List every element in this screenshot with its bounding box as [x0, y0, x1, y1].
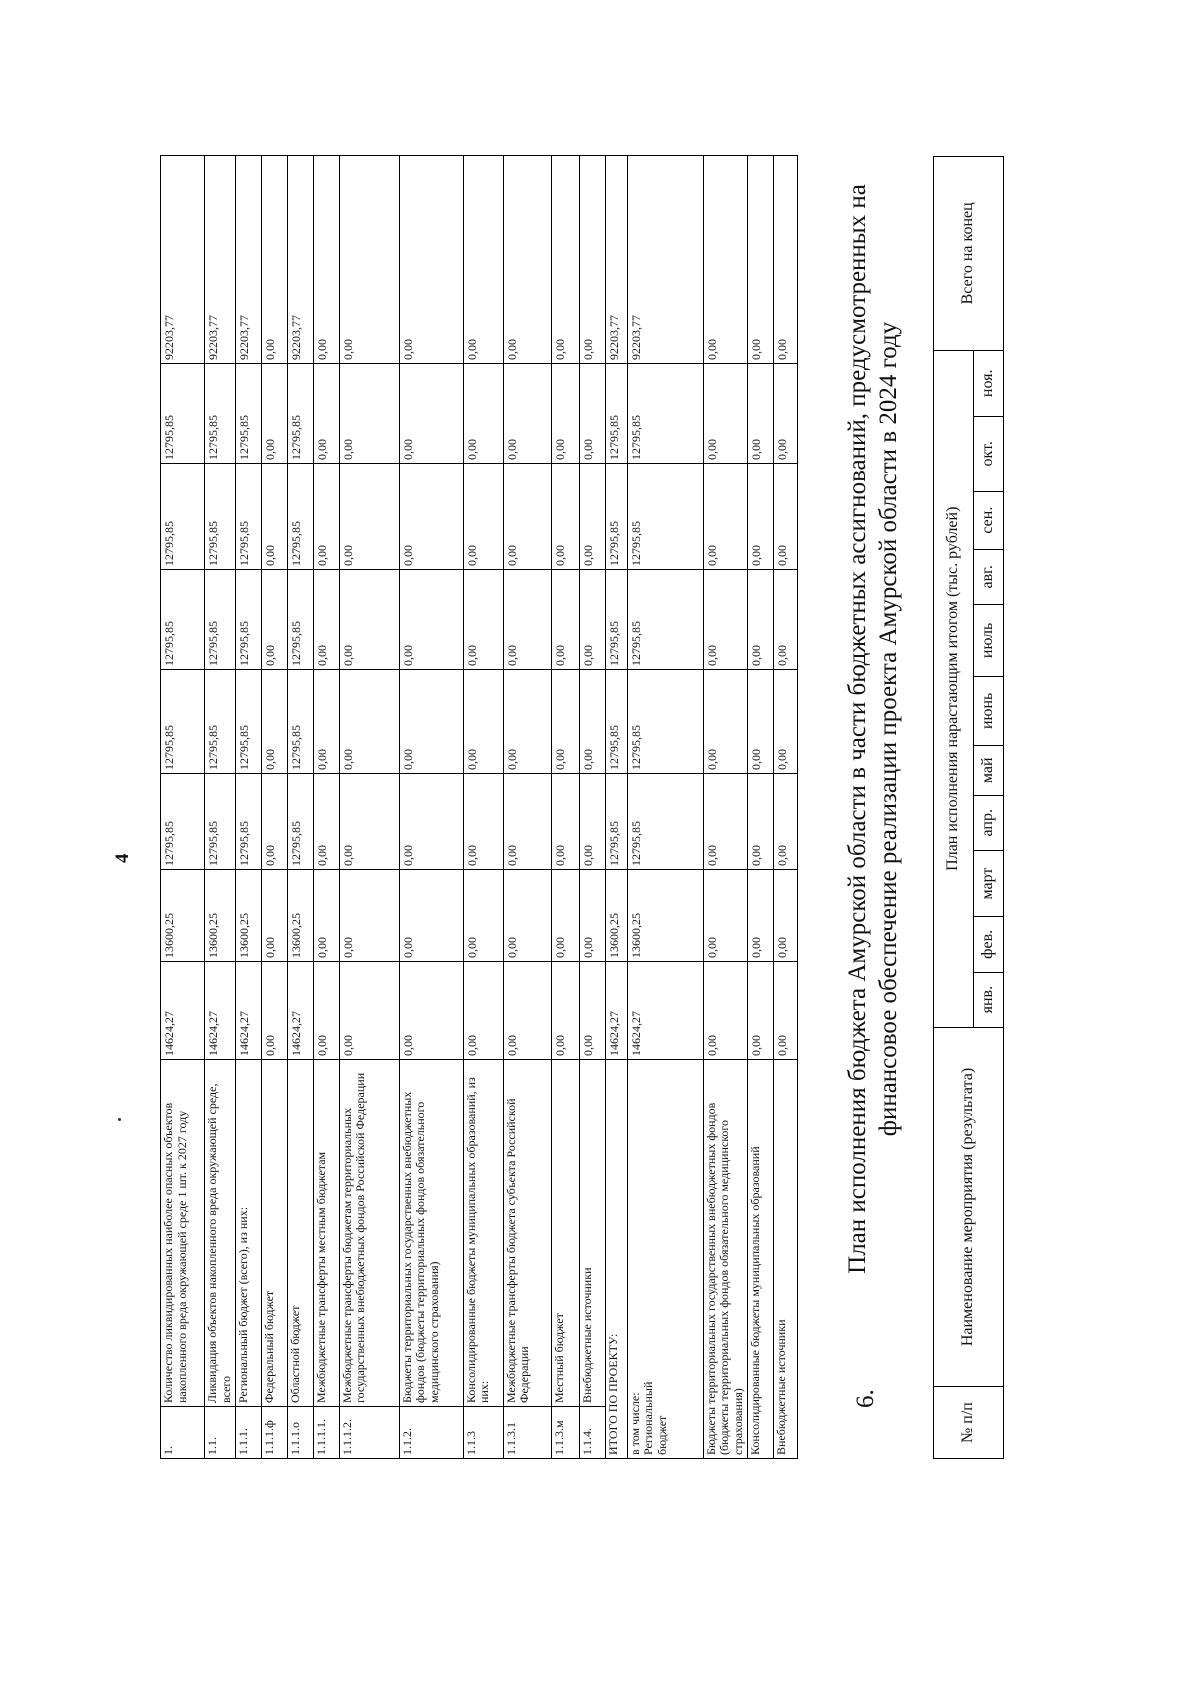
- row-value: 12795,85: [161, 774, 205, 870]
- row-code: 1.1.1.: [235, 1407, 261, 1459]
- month-header: ноя.: [974, 350, 1004, 416]
- row-value: 12795,85: [235, 570, 261, 670]
- row-value: 0,00: [463, 364, 503, 464]
- row-value: 0,00: [339, 670, 399, 774]
- row-value: 92203,77: [235, 156, 261, 364]
- row-value: 0,00: [399, 364, 463, 464]
- month-header: авг.: [974, 549, 1004, 604]
- row-code: 1.1.2.: [399, 1407, 463, 1459]
- row-value: 12795,85: [205, 670, 236, 774]
- plan-table: [933, 156, 1004, 1459]
- row-value: 12795,85: [205, 464, 236, 570]
- row-value: 0,00: [579, 570, 605, 670]
- row-label: Региональный бюджет (всего), из них:: [235, 1060, 261, 1407]
- row-label: Областной бюджет: [287, 1060, 313, 1407]
- row-value: 12795,85: [287, 774, 313, 870]
- row-value: 0,00: [773, 870, 797, 962]
- incl-value: 13600,25: [627, 870, 703, 962]
- row-value: 0,00: [261, 774, 287, 870]
- total-value: 12795,85: [605, 464, 627, 570]
- row-label: Местный бюджет: [551, 1060, 579, 1407]
- row-value: 0,00: [339, 962, 399, 1060]
- row-value: 0,00: [703, 870, 747, 962]
- row-value: 0,00: [773, 962, 797, 1060]
- table-row: [261, 156, 287, 1459]
- row-code: 1.1.: [205, 1407, 236, 1459]
- section-title: План исполнения бюджета Амурской области в части бюджетных ассигнований, предусмотренных на финансовое обеспечение реализации проекта Амурской области в 2024 году: [844, 184, 903, 1274]
- row-value: 0,00: [463, 570, 503, 670]
- row-value: 0,00: [313, 774, 339, 870]
- table-row: [205, 156, 236, 1459]
- row-value: 0,00: [551, 962, 579, 1060]
- row-value: 0,00: [399, 962, 463, 1060]
- row-value: 0,00: [399, 570, 463, 670]
- total-value: 12795,85: [605, 670, 627, 774]
- row-value: 12795,85: [287, 364, 313, 464]
- row-value: 0,00: [503, 962, 551, 1060]
- table-row: [551, 156, 579, 1459]
- row-value: 92203,77: [287, 156, 313, 364]
- row-label: Внебюджетные источники: [773, 1060, 797, 1459]
- table-row: [773, 156, 797, 1459]
- row-code: 1.1.1.о: [287, 1407, 313, 1459]
- month-header: июнь: [974, 676, 1004, 745]
- table-row: [579, 156, 605, 1459]
- total-value: 12795,85: [605, 570, 627, 670]
- row-value: 0,00: [579, 670, 605, 774]
- row-value: 14624,27: [161, 962, 205, 1060]
- month-header: окт.: [974, 416, 1004, 491]
- row-value: 0,00: [399, 464, 463, 570]
- row-value: 0,00: [339, 156, 399, 364]
- row-label: Количество ликвидированных наиболее опасных объектов накопленного вреда окружающей среде 1 шт. к 2027 году: [161, 1060, 205, 1407]
- row-label: Межбюджетные трансферты бюджета субъекта Российской Федерации: [503, 1060, 551, 1407]
- month-header: фев.: [974, 917, 1004, 972]
- budget-table: [160, 155, 798, 1459]
- row-value: 0,00: [747, 364, 773, 464]
- row-value: 0,00: [747, 464, 773, 570]
- row-value: 0,00: [313, 570, 339, 670]
- row-value: 0,00: [551, 464, 579, 570]
- row-value: 0,00: [503, 364, 551, 464]
- row-value: 0,00: [339, 364, 399, 464]
- row-code: 1.1.1.1.: [313, 1407, 339, 1459]
- row-value: 0,00: [399, 774, 463, 870]
- row-value: 0,00: [313, 364, 339, 464]
- table-row: [161, 156, 205, 1459]
- row-value: 12795,85: [235, 364, 261, 464]
- row-value: 0,00: [747, 570, 773, 670]
- row-value: 0,00: [339, 464, 399, 570]
- row-value: 14624,27: [287, 962, 313, 1060]
- row-value: 0,00: [339, 870, 399, 962]
- row-value: 14624,27: [205, 962, 236, 1060]
- row-value: 0,00: [503, 670, 551, 774]
- row-label: Внебюджетные источники: [579, 1060, 605, 1407]
- page-number: 4: [112, 853, 133, 863]
- row-value: 0,00: [503, 774, 551, 870]
- row-value: 12795,85: [287, 464, 313, 570]
- row-value: 0,00: [773, 464, 797, 570]
- row-label: Бюджеты территориальных государственных внебюджетных фондов (бюджеты территориальных фондов обязательного медицинского страхования): [703, 1060, 747, 1459]
- row-value: 92203,77: [161, 156, 205, 364]
- row-value: 0,00: [773, 364, 797, 464]
- row-value: 0,00: [399, 870, 463, 962]
- row-code: 1.1.1.2.: [339, 1407, 399, 1459]
- row-value: 0,00: [261, 464, 287, 570]
- row-value: 0,00: [261, 870, 287, 962]
- row-value: 0,00: [399, 156, 463, 364]
- row-value: 0,00: [579, 774, 605, 870]
- row-value: 12795,85: [235, 464, 261, 570]
- row-value: 0,00: [579, 962, 605, 1060]
- row-value: 0,00: [313, 464, 339, 570]
- table-row: [313, 156, 339, 1459]
- total-value: 92203,77: [605, 156, 627, 364]
- row-value: 0,00: [399, 670, 463, 774]
- row-value: 12795,85: [161, 670, 205, 774]
- row-value: 0,00: [261, 962, 287, 1060]
- row-value: 0,00: [703, 156, 747, 364]
- incl-value: 12795,85: [627, 670, 703, 774]
- table-row: [703, 156, 747, 1459]
- row-value: 0,00: [339, 774, 399, 870]
- row-value: 12795,85: [161, 364, 205, 464]
- row-value: 12795,85: [161, 570, 205, 670]
- row-value: 12795,85: [287, 570, 313, 670]
- incl-value: 14624,27: [627, 962, 703, 1060]
- incl-value: 92203,77: [627, 156, 703, 364]
- row-code: 1.1.4.: [579, 1407, 605, 1459]
- total-value: 14624,27: [605, 962, 627, 1060]
- row-value: 0,00: [579, 464, 605, 570]
- row-value: 0,00: [313, 670, 339, 774]
- month-header: сен.: [974, 491, 1004, 549]
- row-value: 0,00: [463, 156, 503, 364]
- row-value: 12795,85: [205, 364, 236, 464]
- row-value: 14624,27: [235, 962, 261, 1060]
- row-value: 0,00: [313, 962, 339, 1060]
- row-value: 0,00: [551, 870, 579, 962]
- row-value: 0,00: [703, 670, 747, 774]
- row-value: 0,00: [579, 870, 605, 962]
- row-value: 12795,85: [235, 774, 261, 870]
- plan-header: План исполнения нарастающим итогом (тыс. рублей): [934, 350, 974, 1027]
- row-value: 13600,25: [205, 870, 236, 962]
- row-value: 0,00: [747, 156, 773, 364]
- row-value: 12795,85: [235, 670, 261, 774]
- row-value: 0,00: [579, 156, 605, 364]
- row-value: 0,00: [463, 464, 503, 570]
- total-value: 12795,85: [605, 364, 627, 464]
- row-value: 0,00: [747, 870, 773, 962]
- row-value: 0,00: [703, 570, 747, 670]
- col-name-header: Наименование мероприятия (результата): [934, 1027, 1004, 1386]
- row-value: 0,00: [463, 870, 503, 962]
- row-value: 0,00: [551, 364, 579, 464]
- row-value: 13600,25: [161, 870, 205, 962]
- row-value: 0,00: [773, 774, 797, 870]
- row-value: 92203,77: [205, 156, 236, 364]
- row-value: 0,00: [261, 364, 287, 464]
- row-value: 12795,85: [205, 570, 236, 670]
- row-label: Межбюджетные трансферты бюджетам территориальных государственных внебюджетных фондов Российской Федерации: [339, 1060, 399, 1407]
- row-value: 0,00: [463, 774, 503, 870]
- row-value: 0,00: [503, 870, 551, 962]
- table-row: [287, 156, 313, 1459]
- incl-value: 12795,85: [627, 464, 703, 570]
- row-value: 0,00: [463, 962, 503, 1060]
- month-header: янв.: [974, 972, 1004, 1027]
- row-value: 0,00: [261, 670, 287, 774]
- row-value: 0,00: [703, 464, 747, 570]
- incl-label: в том числе: Региональный бюджет: [627, 1060, 703, 1459]
- row-value: 12795,85: [161, 464, 205, 570]
- row-value: 0,00: [773, 670, 797, 774]
- row-value: 0,00: [503, 156, 551, 364]
- row-value: 0,00: [703, 364, 747, 464]
- month-header: апр.: [974, 795, 1004, 850]
- month-header: март: [974, 850, 1004, 916]
- row-value: 0,00: [551, 670, 579, 774]
- row-code: 1.: [161, 1407, 205, 1459]
- incl-value: 12795,85: [627, 570, 703, 670]
- row-code: 1.1.1.ф: [261, 1407, 287, 1459]
- total-header: Всего на конец: [934, 157, 1004, 351]
- table-row: [339, 156, 399, 1459]
- incl-row: [627, 156, 703, 1459]
- row-value: 0,00: [313, 870, 339, 962]
- row-label: Бюджеты территориальных государственных внебюджетных фондов (бюджеты территориальных фондов обязательного медицинского страхования): [399, 1060, 463, 1407]
- table-row: [399, 156, 463, 1459]
- table-row: [747, 156, 773, 1459]
- row-value: 0,00: [551, 774, 579, 870]
- row-value: 0,00: [261, 156, 287, 364]
- row-value: 0,00: [339, 570, 399, 670]
- table-row: [463, 156, 503, 1459]
- section-number: 6.: [852, 1389, 879, 1408]
- row-label: Ликвидация объектов накопленного вреда окружающей среде, всего: [205, 1060, 236, 1407]
- row-value: 0,00: [313, 156, 339, 364]
- table-row: [235, 156, 261, 1459]
- col-num-header: № п/п: [934, 1387, 1004, 1459]
- scan-dot: [118, 1118, 121, 1121]
- row-code: 1.1.3.1: [503, 1407, 551, 1459]
- row-label: Консолидированные бюджеты муниципальных образований: [747, 1060, 773, 1459]
- row-value: 0,00: [261, 570, 287, 670]
- row-value: 0,00: [579, 364, 605, 464]
- total-value: 12795,85: [605, 774, 627, 870]
- row-label: Консолидированные бюджеты муниципальных образований, из них:: [463, 1060, 503, 1407]
- row-value: 0,00: [747, 670, 773, 774]
- row-value: 0,00: [551, 156, 579, 364]
- row-value: 13600,25: [287, 870, 313, 962]
- row-code: 1.1.3: [463, 1407, 503, 1459]
- row-value: 0,00: [703, 774, 747, 870]
- row-label: Межбюджетные трансферты местным бюджетам: [313, 1060, 339, 1407]
- row-value: 12795,85: [205, 774, 236, 870]
- total-value: 13600,25: [605, 870, 627, 962]
- row-value: 0,00: [747, 774, 773, 870]
- row-value: 0,00: [503, 464, 551, 570]
- total-row: [605, 156, 627, 1459]
- month-header: июль: [974, 604, 1004, 676]
- row-value: 0,00: [463, 670, 503, 774]
- row-value: 13600,25: [235, 870, 261, 962]
- row-label: Федеральный бюджет: [261, 1060, 287, 1407]
- row-value: 0,00: [503, 570, 551, 670]
- total-label: ИТОГО ПО ПРОЕКТУ:: [605, 1060, 627, 1459]
- row-value: 0,00: [773, 570, 797, 670]
- table-row: [503, 156, 551, 1459]
- row-value: 12795,85: [287, 670, 313, 774]
- row-code: 1.1.3.м: [551, 1407, 579, 1459]
- row-value: 0,00: [703, 962, 747, 1060]
- incl-value: 12795,85: [627, 774, 703, 870]
- row-value: 0,00: [747, 962, 773, 1060]
- row-value: 0,00: [773, 156, 797, 364]
- incl-value: 12795,85: [627, 364, 703, 464]
- month-header: май: [974, 745, 1004, 795]
- row-value: 0,00: [551, 570, 579, 670]
